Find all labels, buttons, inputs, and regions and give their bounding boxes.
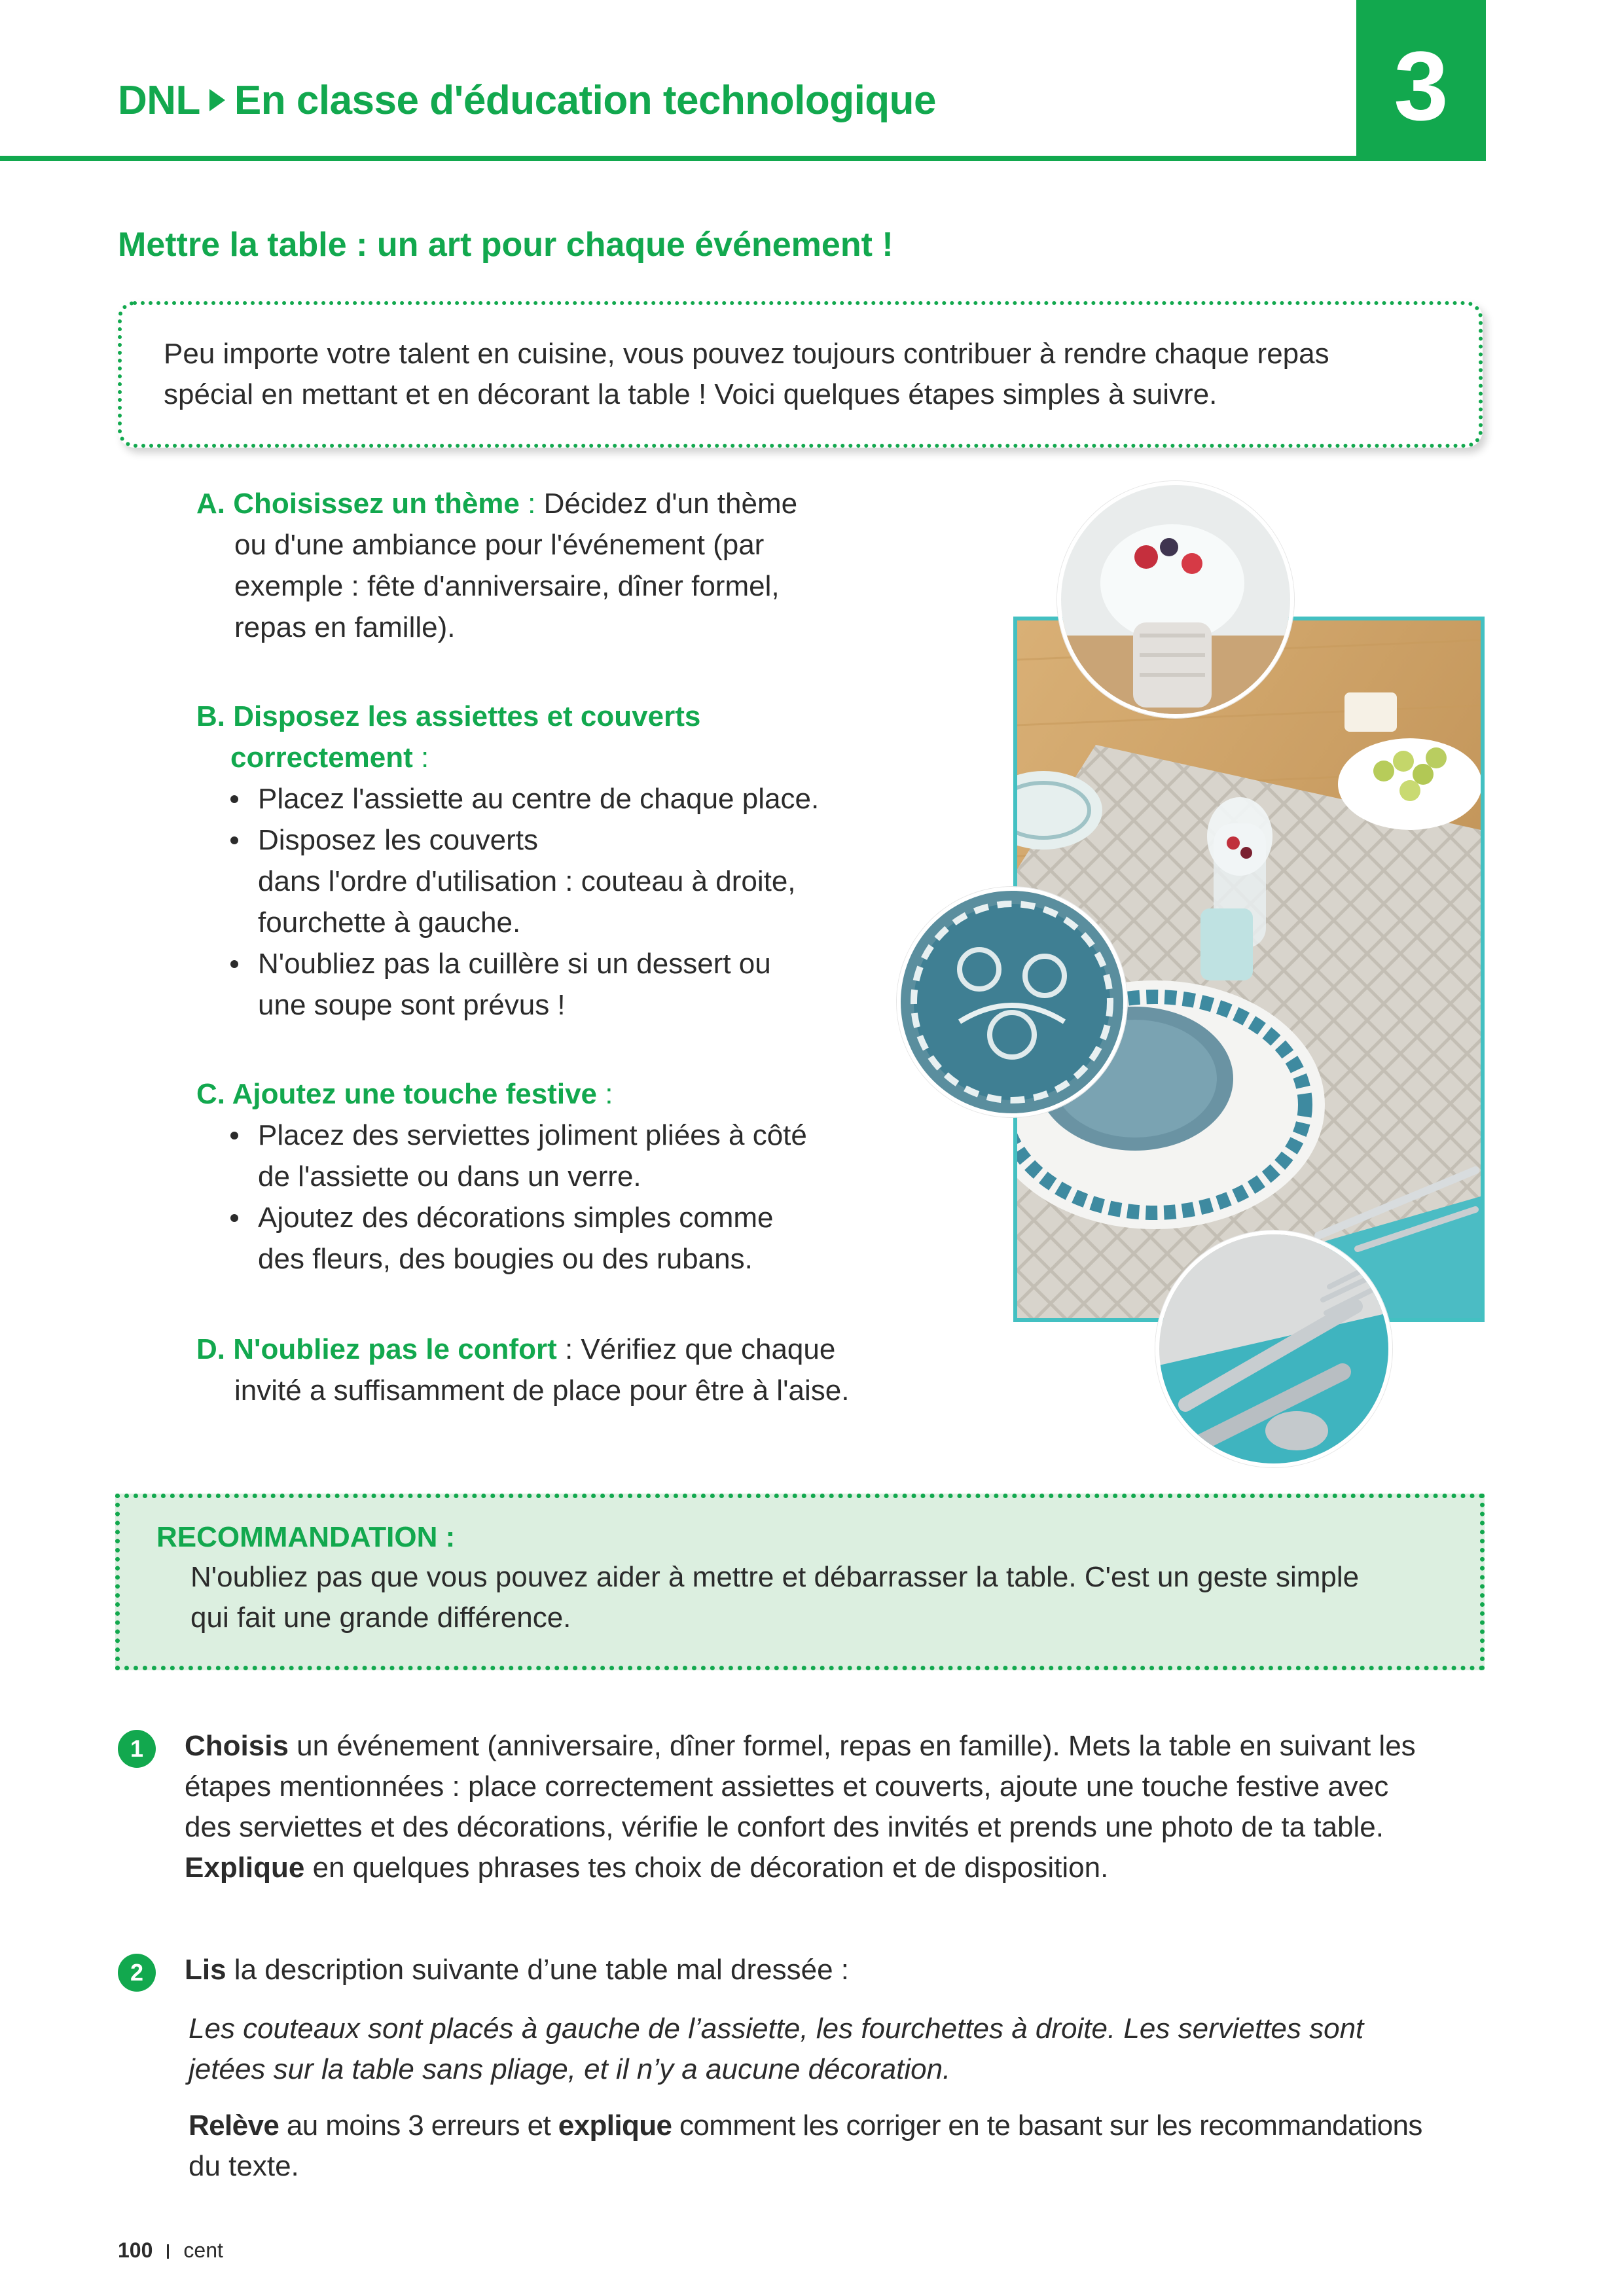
chapter-number: 3 xyxy=(1356,0,1486,161)
play-arrow-icon xyxy=(209,89,225,111)
exercise-1-line-3: des serviettes et des décorations, vérifie le confort des invités et prends une photo de ta table. xyxy=(185,1811,1384,1843)
step-d xyxy=(196,1329,849,1411)
step-b-colon: : xyxy=(412,742,429,774)
step-d-label: D. N'oubliez pas le confort xyxy=(196,1333,557,1365)
exercise-1 xyxy=(185,1726,1487,1888)
step-a-text-1: Décidez d'un thème xyxy=(535,488,798,520)
header-heading: En classe d'éducation technologique xyxy=(234,78,937,123)
exercise-2-verb: Lis xyxy=(185,1954,226,1986)
step-c xyxy=(196,1073,807,1280)
exercise-2-number: 2 xyxy=(118,1954,156,1992)
exercise-2-verb-2: Relève xyxy=(189,2109,280,2142)
exercise-2-end: comment les corriger en te basant sur les recommandations xyxy=(672,2109,1422,2142)
exercise-1-number: 1 xyxy=(118,1730,156,1768)
step-b-item-2a: Disposez les couverts xyxy=(258,824,538,856)
exercise-2-quote-1: Les couteaux sont placés à gauche de l’assiette, les fourchettes à droite. Les serviettes sont xyxy=(189,2013,1364,2045)
exercise-2-quote-2: jetées sur la table sans pliage, et il n’y a aucune décoration. xyxy=(189,2053,951,2085)
recommendation-title: RECOMMANDATION : xyxy=(156,1521,456,1553)
exercise-2-verb-3: explique xyxy=(558,2109,672,2142)
exercise-1-line-4: en quelques phrases tes choix de décoration et de disposition. xyxy=(304,1852,1109,1884)
step-a-text-4: repas en famille). xyxy=(234,611,456,643)
step-a xyxy=(196,483,797,648)
footer-separator xyxy=(167,2244,169,2259)
list-item xyxy=(230,778,819,819)
header-title xyxy=(118,77,936,124)
glass-closeup-photo xyxy=(1057,481,1294,718)
recommendation-line-1: N'oubliez pas que vous pouvez aider à mettre et débarrasser la table. C'est un geste simple xyxy=(190,1561,1360,1593)
exercise-1-line-2: étapes mentionnées : place correctement assiettes et couverts, ajoute une touche festive avec xyxy=(185,1770,1389,1803)
step-d-colon: : xyxy=(556,1333,573,1365)
list-item xyxy=(230,943,819,1026)
step-a-text-2: ou d'une ambiance pour l'événement (par xyxy=(234,529,765,561)
intro-line-2: spécial en mettant et en décorant la table ! Voici quelques étapes simples à suivre. xyxy=(164,378,1218,410)
step-b-label-1: B. Disposez les assiettes et couverts xyxy=(196,700,701,732)
step-c-colon: : xyxy=(597,1078,613,1110)
exercise-1-verb-2: Explique xyxy=(185,1852,305,1884)
header-rule xyxy=(0,156,1486,161)
step-c-item-1a: Placez des serviettes joliment pliées à côté xyxy=(258,1119,807,1151)
step-b-list xyxy=(196,778,819,1026)
page-word: cent xyxy=(183,2238,223,2262)
step-b-item-2c: fourchette à gauche. xyxy=(258,906,521,939)
exercise-2-line-1: la description suivante d’une table mal dressée : xyxy=(226,1954,850,1986)
step-d-text-2: invité a suffisamment de place pour être à l'aise. xyxy=(234,1374,850,1407)
step-b-item-3a: N'oubliez pas la cuillère si un dessert ou xyxy=(258,948,771,980)
exercise-2 xyxy=(185,1950,1487,2187)
plate-closeup-illustration xyxy=(901,891,1123,1113)
glass-closeup-illustration xyxy=(1061,485,1290,714)
exercise-1-verb: Choisis xyxy=(185,1730,289,1762)
plate-closeup-photo xyxy=(897,887,1127,1117)
step-b-item-2b: dans l'ordre d'utilisation : couteau à droite, xyxy=(258,865,796,897)
step-d-text-1: Vérifiez que chaque xyxy=(573,1333,836,1365)
step-b xyxy=(196,696,819,1026)
step-b-item-3b: une soupe sont prévus ! xyxy=(258,989,566,1021)
step-a-label: A. Choisissez un thème xyxy=(196,488,520,520)
page-number: 100 xyxy=(118,2238,153,2262)
header-subject: DNL xyxy=(118,78,200,123)
step-c-item-2b: des fleurs, des bougies ou des rubans. xyxy=(258,1243,753,1275)
step-a-colon: : xyxy=(519,488,536,520)
step-c-label: C. Ajoutez une touche festive xyxy=(196,1078,598,1110)
cutlery-closeup-illustration xyxy=(1159,1234,1388,1463)
recommendation-box xyxy=(115,1494,1485,1670)
exercise-2-mid: au moins 3 erreurs et xyxy=(279,2109,558,2142)
exercise-2-last: du texte. xyxy=(189,2150,299,2182)
list-item xyxy=(230,1197,807,1280)
exercise-1-line-1: un événement (anniversaire, dîner formel, repas en famille). Mets la table en suivant les xyxy=(288,1730,1416,1762)
intro-line-1: Peu importe votre talent en cuisine, vous pouvez toujours contribuer à rendre chaque repas xyxy=(164,338,1329,370)
section-title: Mettre la table : un art pour chaque événement ! xyxy=(118,226,893,264)
step-c-list xyxy=(196,1115,807,1280)
cutlery-closeup-photo xyxy=(1155,1230,1392,1467)
step-c-item-2a: Ajoutez des décorations simples comme xyxy=(258,1202,774,1234)
page-footer xyxy=(118,2238,223,2263)
list-item xyxy=(230,819,819,943)
step-a-text-3: exemple : fête d'anniversaire, dîner formel, xyxy=(234,570,780,602)
list-item xyxy=(230,1115,807,1197)
recommendation-line-2: qui fait une grande différence. xyxy=(190,1602,571,1634)
step-c-item-1b: de l'assiette ou dans un verre. xyxy=(258,1160,641,1193)
step-b-item-1: Placez l'assiette au centre de chaque place. xyxy=(258,783,820,815)
intro-box xyxy=(118,301,1483,448)
step-b-label-2: correctement xyxy=(230,742,413,774)
